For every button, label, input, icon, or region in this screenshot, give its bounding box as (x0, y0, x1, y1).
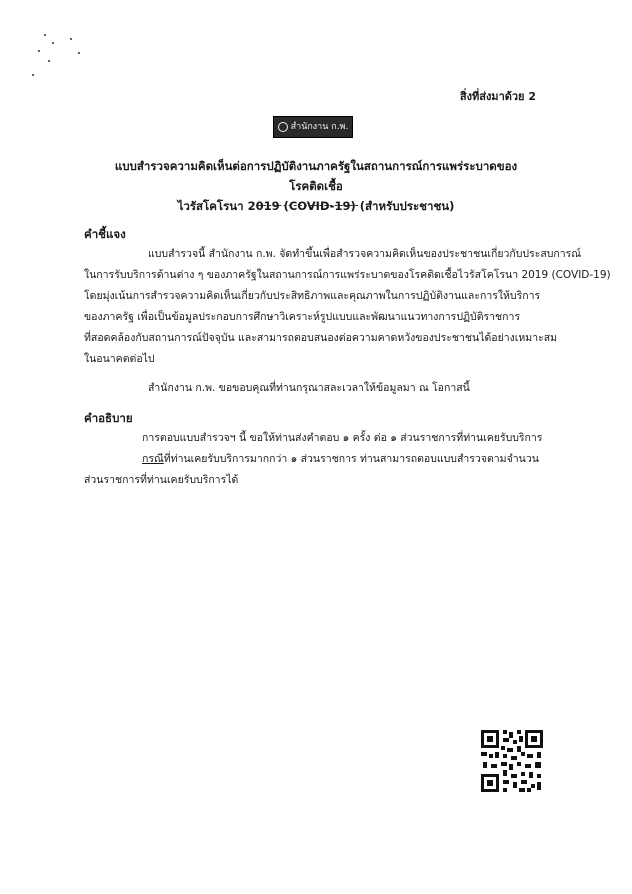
explanation-line: แบบสำรวจนี้ สำนักงาน ก.พ. จัดทำขึ้นเพื่อสำรวจความคิดเห็นของประชาชนเกี่ยวกับประสบการณ์ (148, 248, 582, 260)
case-rest: ที่ท่านเคยรับบริการมากกว่า ๑ ส่วนราชการ ท่านสามารถตอบแบบสำรวจตามจำนวน (163, 453, 539, 465)
scan-specks (30, 30, 90, 90)
description-line: ส่วนราชการที่ท่านเคยรับบริการได้ (84, 474, 239, 486)
explanation-line: ในการรับบริการด้านต่าง ๆ ของภาครัฐในสถานการณ์การแพร่ระบาดของโรคติดเชื้อไวรัสโคโรนา 2019 (COVID-19) (84, 269, 611, 281)
description-line (84, 449, 539, 470)
explanation-line: ที่สอดคล้องกับสถานการณ์ปัจจุบัน และสามารถตอบสนองต่อความคาดหวังของประชาชนได้อย่างเหมาะสม (84, 332, 558, 344)
qr-code[interactable] (479, 728, 545, 794)
title-divider (258, 205, 358, 206)
explanation-heading: คำชี้แจง (84, 227, 126, 241)
title-line-2: ไวรัสโคโรนา 2019 (COVID-19) (สำหรับประชาชน) (177, 199, 455, 213)
description-line: การตอบแบบสำรวจฯ นี้ ขอให้ท่านส่งคำตอบ ๑ ครั้ง ต่อ ๑ ส่วนราชการที่ท่านเคยรับบริการ (142, 432, 543, 444)
seal-icon (278, 122, 288, 132)
explanation-line: ของภาครัฐ เพื่อเป็นข้อมูลประกอบการศึกษาวิเคราะห์รูปแบบและพัฒนาแนวทางการปฏิบัติราชการ (84, 311, 521, 323)
case-word: กรณี (142, 453, 164, 465)
description-heading: คำอธิบาย (84, 411, 133, 425)
explanation-line: โดยมุ่งเน้นการสำรวจความคิดเห็นเกี่ยวกับประสิทธิภาพและคุณภาพในการปฏิบัติงานและการให้บริการ (84, 290, 541, 302)
thanks-line: สำนักงาน ก.พ. ขอขอบคุณที่ท่านกรุณาสละเวลาให้ข้อมูลมา ณ โอกาสนี้ (148, 382, 470, 394)
office-logo-stamp (273, 116, 353, 138)
explanation-line: ในอนาคตต่อไป (84, 353, 155, 365)
thanks-paragraph (84, 378, 539, 399)
explanation-paragraph (84, 244, 611, 370)
title-line-1: แบบสำรวจความคิดเห็นต่อการปฏิบัติงานภาครัฐในสถานการณ์การแพร่ระบาดของโรคติดเชื้อ (114, 159, 518, 193)
attachment-label: สิ่งที่ส่งมาด้วย 2 (459, 90, 536, 103)
document-title (110, 156, 522, 216)
stamp-text: สำนักงาน ก.พ. (290, 122, 349, 132)
description-paragraph (84, 428, 543, 491)
